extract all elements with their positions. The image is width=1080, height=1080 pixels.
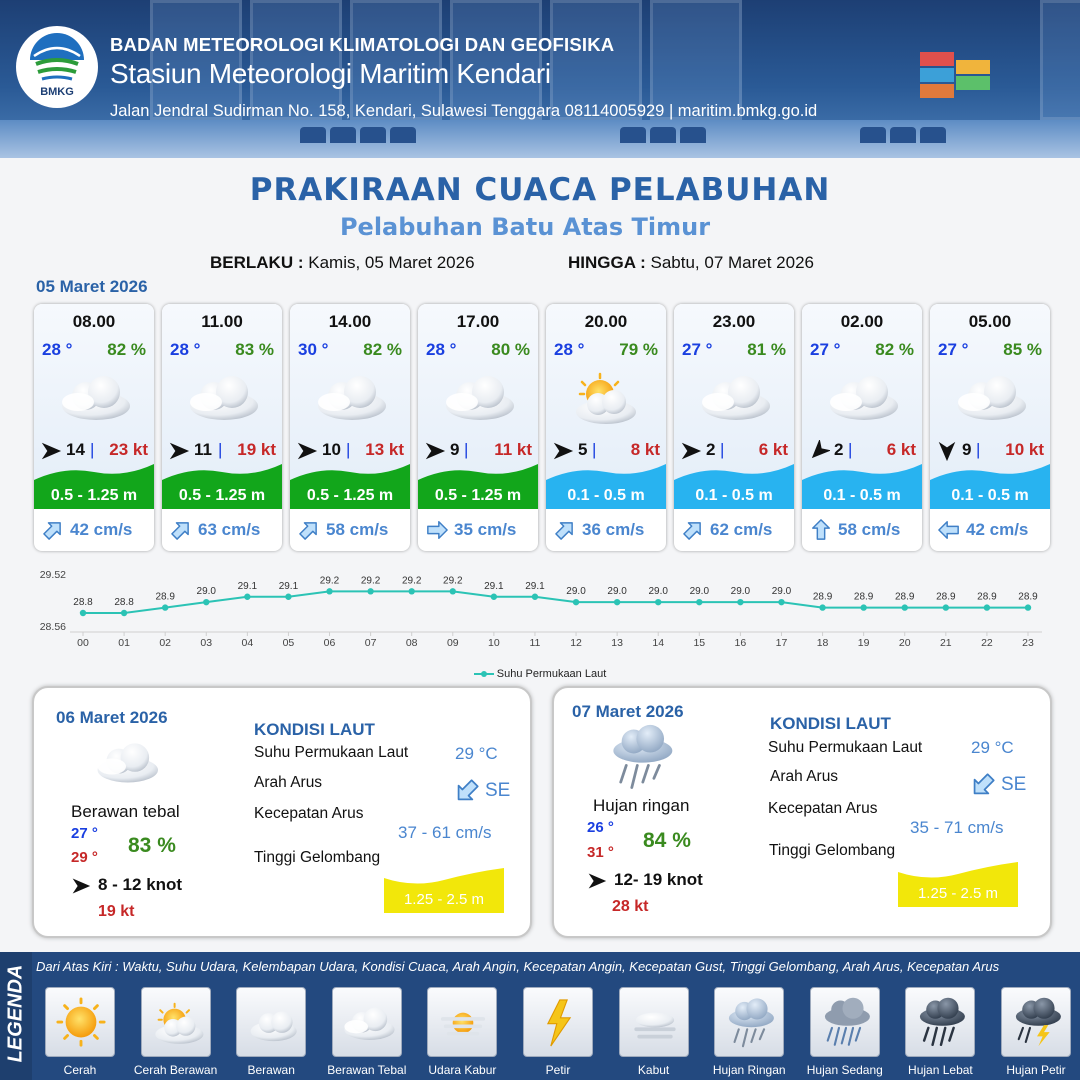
chart-point	[614, 599, 620, 605]
light-rain-icon	[606, 722, 676, 796]
current-arrow-icon	[170, 519, 192, 541]
hour-time: 05.00	[968, 312, 1012, 331]
hour-time: 14.00	[328, 312, 372, 331]
hour-current-speed: 62 cm/s	[710, 520, 773, 539]
thunderstorm-icon	[1009, 997, 1065, 1049]
current-speed-label: Kecepatan Arus	[768, 800, 878, 817]
banner-container	[920, 52, 954, 66]
hour-time: 17.00	[456, 312, 500, 331]
chart-x-tick-label: 11	[529, 637, 541, 649]
hour-gust: 6 kt	[758, 440, 788, 459]
hour-wind-speed: 2	[706, 440, 716, 459]
hour-current-speed: 42 cm/s	[70, 520, 133, 539]
daily-wind-speed: 12- 19 knot	[614, 870, 703, 889]
legend-label: Udara Kabur	[428, 1063, 497, 1077]
sst-label: Suhu Permukaan Laut	[254, 744, 409, 761]
chart-data-label: 29.2	[319, 575, 340, 587]
legend-icon-box	[332, 987, 402, 1057]
legend-icon-box	[714, 987, 784, 1057]
legend-icon-box	[427, 987, 497, 1057]
fog-icon	[627, 997, 683, 1049]
current-arrow-icon	[554, 519, 576, 541]
hour-gust: 10 kt	[1005, 440, 1044, 459]
legend-item	[133, 987, 218, 1077]
chart-point	[80, 610, 86, 616]
cloudy-heavy-icon	[952, 370, 1028, 424]
chart-point	[1025, 604, 1031, 610]
sun-icon	[53, 997, 109, 1049]
chart-x-tick-label: 03	[200, 637, 213, 649]
sun-cloud-icon	[149, 997, 205, 1049]
hour-current-speed: 58 cm/s	[838, 520, 901, 539]
daily-gust: 28 kt	[612, 898, 649, 915]
cloudy-heavy-icon	[92, 738, 160, 786]
chart-data-label: 29.0	[771, 586, 792, 598]
legend-item	[619, 987, 689, 1077]
chart-x-tick-label: 13	[611, 637, 623, 649]
legend-label: Cerah	[63, 1063, 97, 1077]
chart-x-tick-label: 16	[734, 637, 747, 649]
hour-wave-height: 0.1 - 0.5 m	[951, 487, 1029, 504]
hour-humidity: 82 %	[363, 340, 402, 359]
chart-data-label: 28.9	[895, 591, 915, 603]
current-arrow-icon	[426, 519, 448, 541]
wind-separator: |	[720, 440, 725, 459]
hour-gust: 8 kt	[630, 440, 660, 459]
legend-label: Hujan Lebat	[908, 1063, 973, 1077]
wind-arrow-icon	[680, 440, 702, 462]
banner-floor	[0, 120, 1080, 158]
wind-arrow-icon	[296, 440, 318, 462]
wind-arrow-icon	[40, 440, 62, 462]
sst-value: 29 °C	[455, 744, 498, 763]
day1-date: 05 Maret 2026	[36, 277, 148, 296]
legend-item	[1001, 987, 1071, 1077]
sst-value: 29 °C	[971, 738, 1014, 757]
hour-wave-height: 0.1 - 0.5 m	[823, 487, 901, 504]
chart-x-tick-label: 10	[488, 637, 500, 649]
banner-seat	[650, 127, 676, 143]
legend-icon-box	[45, 987, 115, 1057]
current-arrow-icon	[454, 778, 480, 804]
chart-data-label: 29.2	[401, 575, 422, 587]
chart-x-tick-label: 21	[939, 637, 952, 649]
current-direction-label: Arah Arus	[770, 768, 839, 785]
hour-humidity: 83 %	[235, 340, 274, 359]
daily-condition: Hujan ringan	[593, 796, 690, 815]
chart-x-tick-label: 00	[77, 637, 89, 649]
chart-point	[203, 599, 209, 605]
legend-item	[523, 987, 593, 1077]
lightning-icon	[531, 997, 587, 1049]
wind-arrow-icon	[936, 440, 958, 462]
legend-icon-box	[810, 987, 880, 1057]
chart-point	[984, 604, 990, 610]
legend-label: Hujan Sedang	[806, 1063, 883, 1077]
page-title: PRAKIRAAN CUACA PELABUHAN	[249, 172, 831, 208]
agency-name: BADAN METEOROLOGI KLIMATOLOGI DAN GEOFISIKA	[110, 34, 615, 55]
current-arrow-icon	[298, 519, 320, 541]
banner-seat	[890, 127, 916, 143]
hour-card	[34, 304, 154, 551]
banner-container	[956, 76, 990, 90]
banner-container	[920, 68, 954, 82]
hour-wind-speed: 2	[834, 440, 844, 459]
legend-item	[327, 987, 407, 1077]
chart-data-label: 28.9	[1018, 591, 1038, 603]
wind-separator: |	[592, 440, 597, 459]
chart-data-label: 29.1	[278, 580, 299, 592]
chart-point	[326, 588, 332, 594]
chart-point	[902, 604, 908, 610]
daily-gust: 19 kt	[98, 903, 135, 920]
hour-gust: 11 kt	[494, 440, 532, 459]
chart-data-label: 28.9	[853, 591, 874, 603]
chart-point	[860, 604, 866, 610]
chart-point	[655, 599, 661, 605]
banner-container	[920, 84, 954, 98]
hour-time: 02.00	[840, 312, 884, 331]
hour-wave-height: 0.5 - 1.25 m	[178, 487, 266, 504]
hour-current-speed: 42 cm/s	[966, 520, 1029, 539]
wind-separator: |	[848, 440, 853, 459]
hour-wave-height: 0.1 - 0.5 m	[695, 487, 773, 504]
valid-from-label: BERLAKU :	[210, 253, 304, 272]
chart-x-tick-label: 14	[652, 637, 665, 649]
legend-label: Kabut	[637, 1063, 670, 1077]
partly-cloudy-icon	[568, 370, 644, 424]
wave-label: Tinggi Gelombang	[254, 849, 381, 866]
hour-wind-speed: 10	[322, 440, 341, 459]
banner-seat	[330, 127, 356, 143]
hour-gust: 23 kt	[109, 440, 148, 459]
legend-icon-box	[523, 987, 593, 1057]
chart-data-label: 28.8	[73, 597, 93, 608]
hour-humidity: 85 %	[1003, 340, 1042, 359]
hour-temperature: 28 °	[426, 340, 457, 359]
chart-x-tick-label: 23	[1022, 637, 1034, 649]
light-rain-icon	[722, 997, 778, 1049]
valid-from-value: Kamis, 05 Maret 2026	[308, 253, 475, 272]
hour-temperature: 28 °	[42, 340, 73, 359]
daily-date: 06 Maret 2026	[56, 708, 168, 727]
legend-icon-box	[141, 987, 211, 1057]
sea-condition-title: KONDISI LAUT	[254, 720, 375, 739]
banner-seat	[860, 127, 886, 143]
banner-window	[1040, 0, 1080, 120]
legend-item	[712, 987, 786, 1077]
chart-data-label: 29.0	[607, 586, 627, 598]
wind-arrow-icon	[587, 871, 607, 891]
hour-humidity: 82 %	[107, 340, 146, 359]
hour-card	[802, 304, 922, 551]
hour-temperature: 27 °	[810, 340, 841, 359]
hour-time: 08.00	[72, 312, 116, 331]
hour-wind-speed: 14	[66, 440, 85, 459]
hour-time: 20.00	[584, 312, 628, 331]
hour-gust: 6 kt	[886, 440, 916, 459]
header-banner	[0, 0, 1080, 158]
wave-height-value: 1.25 - 2.5 m	[917, 885, 999, 902]
banner-seat	[680, 127, 706, 143]
chart-x-tick-label: 22	[981, 637, 993, 649]
hour-card	[930, 304, 1050, 551]
chart-point	[408, 588, 414, 594]
daily-condition: Berawan tebal	[71, 802, 180, 821]
chart-x-tick-label: 09	[446, 637, 459, 649]
chart-point	[696, 599, 702, 605]
cloudy-heavy-icon	[56, 370, 132, 424]
chart-legend-label: Suhu Permukaan Laut	[496, 668, 607, 680]
hour-wave-height: 0.5 - 1.25 m	[306, 487, 394, 504]
hour-gust: 19 kt	[237, 440, 276, 459]
bmkg-logo	[16, 26, 98, 108]
chart-x-tick-label: 19	[857, 637, 870, 649]
hour-card	[290, 304, 410, 551]
hour-wave-height: 0.5 - 1.25 m	[50, 487, 138, 504]
daily-temp-max: 31 °	[587, 844, 614, 861]
daily-panel-2	[552, 686, 1052, 938]
chart-data-label: 29.0	[196, 586, 216, 598]
chart-x-tick-label: 01	[118, 637, 130, 649]
hour-wind-speed: 5	[578, 440, 588, 459]
chart-x-tick-label: 08	[405, 637, 418, 649]
chart-x-tick-label: 20	[898, 637, 911, 649]
chart-x-tick-label: 12	[570, 637, 582, 649]
current-direction-label: Arah Arus	[254, 774, 323, 791]
chart-point	[737, 599, 743, 605]
chart-point	[573, 599, 579, 605]
chart-x-tick-label: 05	[282, 637, 295, 649]
daily-temp-max: 29 °	[71, 849, 98, 866]
current-direction-value: SE	[485, 780, 511, 801]
hour-temperature: 30 °	[298, 340, 329, 359]
station-name: Stasiun Meteorologi Maritim Kendari	[110, 58, 551, 89]
current-direction-value: SE	[1001, 774, 1027, 795]
chart-data-label: 28.9	[155, 591, 175, 603]
daily-panel-1	[32, 686, 532, 938]
hour-card	[546, 304, 666, 551]
banner-seat	[300, 127, 326, 143]
legend-label: Hujan Petir	[1006, 1063, 1066, 1077]
chart-x-tick-label: 06	[323, 637, 336, 649]
wind-arrow-icon	[808, 440, 830, 462]
hour-time: 23.00	[712, 312, 756, 331]
wind-arrow-icon	[168, 440, 190, 462]
hour-current-speed: 35 cm/s	[454, 520, 517, 539]
haze-icon	[435, 997, 491, 1049]
legend-label: Berawan	[247, 1063, 295, 1077]
chart-data-label: 29.1	[525, 580, 545, 592]
chart-point	[285, 594, 291, 600]
chart-data-label: 29.0	[566, 586, 586, 598]
sea-condition-title: KONDISI LAUT	[770, 714, 891, 733]
hour-gust: 13 kt	[365, 440, 404, 459]
chart-data-label: 29.0	[730, 586, 751, 598]
sst-line-chart	[30, 560, 1060, 685]
chart-point	[778, 599, 784, 605]
legend-description: Dari Atas Kiri : Waktu, Suhu Udara, Kelembapan Udara, Kondisi Cuaca, Arah Angin, Kecepatan Angin, Kecepatan Gust, Tinggi Gelombang, Arah Arus, Kecepatan Arus	[36, 959, 1000, 974]
chart-legend	[0, 668, 1080, 680]
chart-data-label: 29.2	[443, 575, 463, 587]
hour-wave-height: 0.1 - 0.5 m	[567, 487, 645, 504]
hour-wind-speed: 11	[194, 440, 212, 459]
valid-to	[568, 253, 814, 273]
chart-series-line	[83, 591, 1028, 613]
hour-humidity: 81 %	[747, 340, 786, 359]
daily-humidity: 83 %	[128, 834, 176, 857]
chart-point	[450, 588, 456, 594]
hour-card	[674, 304, 794, 551]
legend-icon-box	[1001, 987, 1071, 1057]
hour-card	[418, 304, 538, 551]
chart-y-tick-label: 29.52	[39, 569, 66, 581]
banner-seat	[920, 127, 946, 143]
cloudy-heavy-icon	[340, 997, 396, 1049]
chart-x-tick-label: 17	[775, 637, 788, 649]
chart-x-tick-label: 07	[364, 637, 377, 649]
cloudy-icon	[244, 997, 300, 1049]
cloudy-heavy-icon	[824, 370, 900, 424]
legend-title: LEGENDA	[4, 964, 27, 1063]
wind-separator: |	[346, 440, 351, 459]
hour-humidity: 82 %	[875, 340, 914, 359]
heavy-rain-icon	[913, 997, 969, 1049]
legend-item	[427, 987, 497, 1077]
hour-current-speed: 36 cm/s	[582, 520, 645, 539]
hour-wave-height: 0.5 - 1.25 m	[434, 487, 522, 504]
hour-wind-speed: 9	[962, 440, 972, 459]
legend-item	[236, 987, 306, 1077]
hour-humidity: 80 %	[491, 340, 530, 359]
wind-separator: |	[464, 440, 469, 459]
wind-arrow-icon	[424, 440, 446, 462]
current-arrow-icon	[970, 772, 996, 798]
chart-point	[121, 610, 127, 616]
wave-height-value: 1.25 - 2.5 m	[403, 891, 485, 908]
cloudy-heavy-icon	[696, 370, 772, 424]
cloudy-heavy-icon	[312, 370, 388, 424]
legend-side-tab	[0, 952, 32, 1080]
wind-separator: |	[976, 440, 981, 459]
chart-data-label: 29.1	[237, 580, 258, 592]
valid-to-value: Sabtu, 07 Maret 2026	[650, 253, 815, 272]
wind-arrow-icon	[71, 876, 91, 896]
chart-point	[532, 594, 538, 600]
chart-point	[367, 588, 373, 594]
daily-humidity: 84 %	[643, 829, 691, 852]
chart-point	[819, 604, 825, 610]
chart-point	[943, 604, 949, 610]
hour-wind-speed: 9	[450, 440, 460, 459]
current-arrow-icon	[682, 519, 704, 541]
hour-temperature: 27 °	[682, 340, 713, 359]
legend-label: Petir	[545, 1063, 571, 1077]
chart-point	[491, 594, 497, 600]
cloudy-heavy-icon	[440, 370, 516, 424]
chart-x-tick-label: 18	[816, 637, 829, 649]
chart-x-tick-label: 15	[693, 637, 706, 649]
legend-item	[905, 987, 975, 1077]
hour-time: 11.00	[201, 312, 243, 331]
hour-temperature: 27 °	[938, 340, 969, 359]
wind-arrow-icon	[552, 440, 574, 462]
banner-seat	[620, 127, 646, 143]
banner-seat	[390, 127, 416, 143]
logo-text: BMKG	[40, 86, 74, 98]
chart-y-tick-label: 28.56	[39, 621, 66, 633]
legend-icon-box	[619, 987, 689, 1057]
banner-seat	[360, 127, 386, 143]
current-arrow-icon	[42, 519, 64, 541]
banner-container	[956, 60, 990, 74]
chart-point	[244, 594, 250, 600]
chart-data-label: 29.1	[484, 580, 504, 592]
chart-legend-marker	[474, 669, 494, 679]
current-speed-label: Kecepatan Arus	[254, 805, 364, 822]
current-arrow-icon	[810, 519, 832, 541]
sst-label: Suhu Permukaan Laut	[768, 739, 923, 756]
chart-data-label: 28.8	[114, 597, 134, 608]
chart-point	[162, 604, 168, 610]
chart-data-label: 28.9	[812, 591, 833, 603]
legend-label: Cerah Berawan	[133, 1063, 218, 1077]
valid-to-label: HINGGA :	[568, 253, 646, 272]
chart-data-label: 28.9	[936, 591, 956, 603]
chart-x-tick-label: 04	[241, 637, 254, 649]
chart-data-label: 29.2	[360, 575, 381, 587]
legend-item	[806, 987, 883, 1077]
chart-data-label: 28.9	[977, 591, 997, 603]
daily-temp-min: 27 °	[71, 825, 98, 842]
wind-separator: |	[90, 440, 95, 459]
moderate-rain-icon	[818, 997, 874, 1049]
legend-icon-box	[905, 987, 975, 1057]
hour-humidity: 79 %	[619, 340, 658, 359]
wave-label: Tinggi Gelombang	[769, 842, 896, 859]
page-subtitle: Pelabuhan Batu Atas Timur	[339, 213, 711, 241]
current-arrow-icon	[938, 519, 960, 541]
hour-temperature: 28 °	[554, 340, 585, 359]
hour-current-speed: 63 cm/s	[198, 520, 261, 539]
chart-data-label: 29.0	[689, 586, 710, 598]
daily-wind-speed: 8 - 12 knot	[98, 875, 183, 894]
wind-separator: |	[218, 440, 223, 459]
cloudy-heavy-icon	[184, 370, 260, 424]
legend-item	[45, 987, 115, 1077]
legend-label: Berawan Tebal	[327, 1063, 407, 1077]
daily-temp-min: 26 °	[587, 819, 614, 836]
hour-card	[162, 304, 282, 551]
station-address: Jalan Jendral Sudirman No. 158, Kendari, Sulawesi Tenggara 08114005929 | maritim.bmkg.go.id	[110, 102, 818, 120]
hour-temperature: 28 °	[170, 340, 201, 359]
hour-current-speed: 58 cm/s	[326, 520, 389, 539]
legend-icon-box	[236, 987, 306, 1057]
chart-x-tick-label: 02	[159, 637, 172, 649]
daily-date: 07 Maret 2026	[572, 702, 684, 721]
current-speed-value: 35 - 71 cm/s	[910, 818, 1004, 837]
legend-label: Hujan Ringan	[712, 1063, 786, 1077]
current-speed-value: 37 - 61 cm/s	[398, 823, 492, 842]
chart-data-label: 29.0	[648, 586, 668, 598]
valid-from	[210, 253, 475, 273]
